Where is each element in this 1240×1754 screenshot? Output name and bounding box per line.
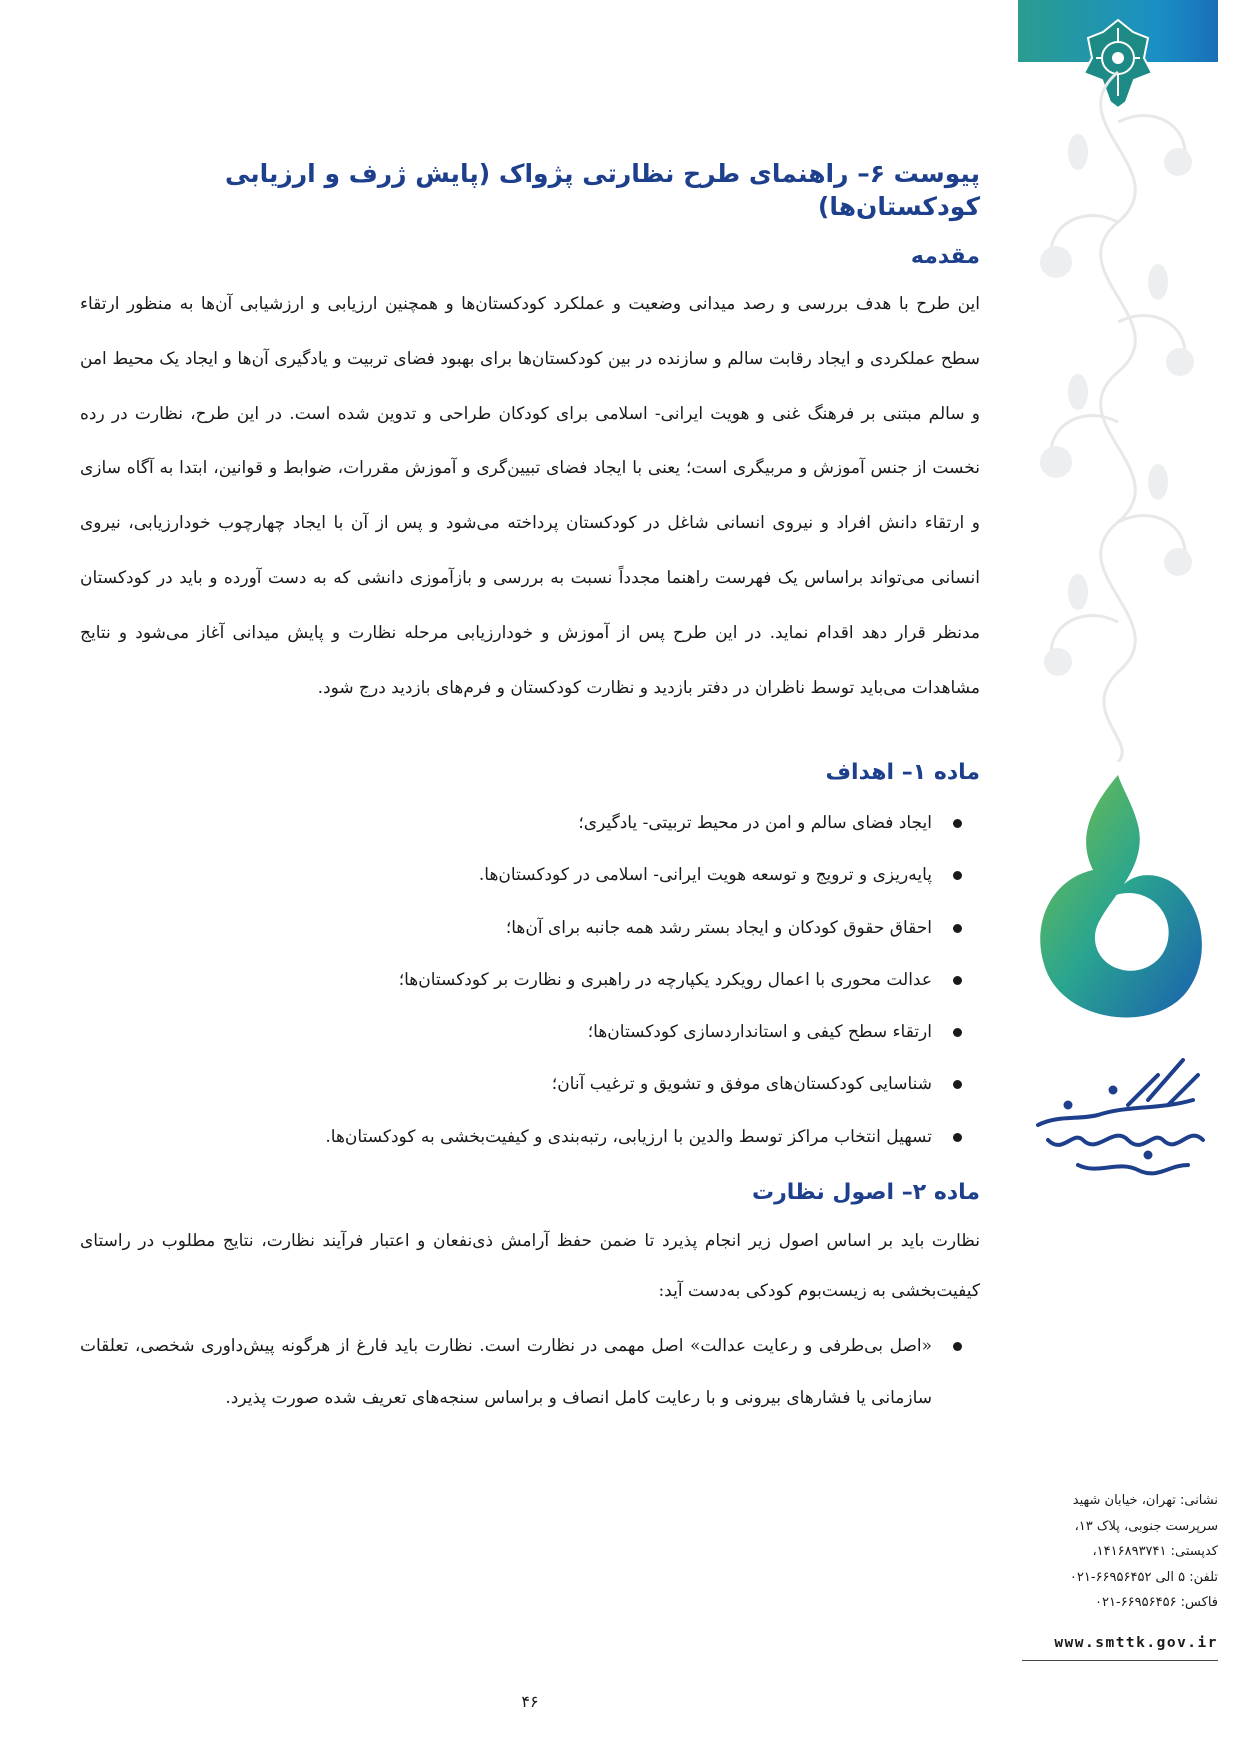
list-item: پایه‌ریزی و ترویج و توسعه هویت ایرانی- اسلامی در کودکستان‌ها. (80, 849, 980, 901)
postal-code: کدپستی: ۱۴۱۶۸۹۳۷۴۱، (1092, 1544, 1218, 1559)
list-item: تسهیل انتخاب مراکز توسط والدین با ارزیابی، رتبه‌بندی و کیفیت‌بخشی به کودکستان‌ها. (80, 1111, 980, 1163)
bullet-icon (953, 1080, 962, 1089)
address-line: نشانی: تهران، خیابان شهید (1072, 1493, 1218, 1508)
article2-paragraph: نظارت باید بر اساس اصول زیر انجام پذیرد تا ضمن حفظ آرامش ذی‌نفعان و اعتبار فرآیند نظارت، نتایج مطلوب در راستای کیفیت‌بخشی به زیست‌بوم کودکی به‌دست آید: (80, 1231, 980, 1301)
sidebar (1018, 0, 1218, 1754)
intro-heading: مقدمه (910, 244, 980, 269)
list-item: شناسایی کودکستان‌های موفق و تشویق و ترغیب آنان؛ (80, 1058, 980, 1110)
list-item: «اصل بی‌طرفی و رعایت عدالت» اصل مهمی در نظارت است. نظارت باید فارغ از هرگونه پیش‌داوری شخصی، تعلقات سازمانی یا فشارهای بیرونی و با رعایت کامل انصاف و براساس سنجه‌های تعریف شده صورت پذیرد. (80, 1320, 980, 1424)
calligraphy-logo-icon (1018, 1045, 1218, 1195)
list-item: عدالت محوری با اعمال رویکرد یکپارچه در راهبری و نظارت بر کودکستان‌ها؛ (80, 954, 980, 1006)
bullet-icon (953, 1342, 962, 1351)
fax-number: فاکس: ۶۶۹۵۶۴۵۶-۰۲۱ (1095, 1595, 1218, 1610)
bullet-icon (953, 1133, 962, 1142)
intro-paragraph: این طرح با هدف بررسی و رصد میدانی وضعیت و عملکرد کودکستان‌ها و همچنین ارزیابی و ارزشیابی آن‌ها به منظور ارتقاء سطح عملکردی و ایجاد رقابت سالم و سازنده در بین کودکستان‌ها برای بهبود فضای تربیت و یادگیری آن‌ها و ایجاد یک محیط امن و سالم مبتنی بر فرهنگ غنی و هویت ایرانی- اسلامی برای کودکان طراحی و تدوین شده است. در این طرح، نظارت در رده نخست از جنس آموزش و مربیگری است؛ یعنی با ایجاد فضای تبیین‌گری و آموزش مقررات، ضوابط و قوانین، ابتدا به آگاه سازی و ارتقاء دانش افراد و نیروی انسانی شاغل در کودکستان پرداخته می‌شود و پس از آن با ایجاد چهارچوب خودارزیابی، نیروی انسانی می‌تواند براساس یک فهرست راهنما مجدداً نسبت به بررسی و بازآموزی دانشی که به دست آورده و باید در کودکستان مدنظر قرار دهد اقدام نماید. در این طرح پس از آموزش و خودارزیابی مرحله نظارت و پایش میدانی آغاز می‌شود و نتایج مشاهدات می‌باید توسط ناظران در دفتر بازدید و نظارت کودکستان و فرم‌های بازدید درج شود. (80, 294, 980, 698)
list-item: ایجاد فضای سالم و امن در محیط تربیتی- یادگیری؛ (80, 797, 980, 849)
list-item: ارتقاء سطح کیفی و استانداردسازی کودکستان‌ها؛ (80, 1006, 980, 1058)
page-title: پیوست ۶– راهنمای طرح نظارتی پژواک (پایش ژرف و ارزیابی کودکستان‌ها) (224, 159, 980, 221)
list-item: احقاق حقوق کودکان و ایجاد بستر رشد همه جانبه برای آن‌ها؛ (80, 902, 980, 954)
bullet-icon (953, 819, 962, 828)
bullet-icon (953, 976, 962, 985)
website-link[interactable]: www.smttk.gov.ir (1054, 1635, 1218, 1651)
address-line: سرپرست جنوبی، پلاک ۱۳، (1074, 1518, 1218, 1534)
bullet-icon (953, 871, 962, 880)
contact-address (1018, 1488, 1218, 1616)
phone-number: تلفن: ۵ الی ۶۶۹۵۶۴۵۲-۰۲۱ (1069, 1569, 1218, 1585)
organization-logo-icon (1018, 770, 1218, 1040)
floral-ornament-icon (1018, 62, 1218, 762)
principles-list (80, 1320, 980, 1424)
divider (1022, 1660, 1218, 1661)
bullet-icon (953, 1028, 962, 1037)
bullet-icon (953, 924, 962, 933)
page-number: ۴۶ (521, 1692, 539, 1711)
article1-heading: ماده ۱– اهداف (825, 760, 980, 785)
objectives-list (80, 797, 980, 1163)
article2-heading: ماده ۲– اصول نظارت (752, 1180, 980, 1205)
